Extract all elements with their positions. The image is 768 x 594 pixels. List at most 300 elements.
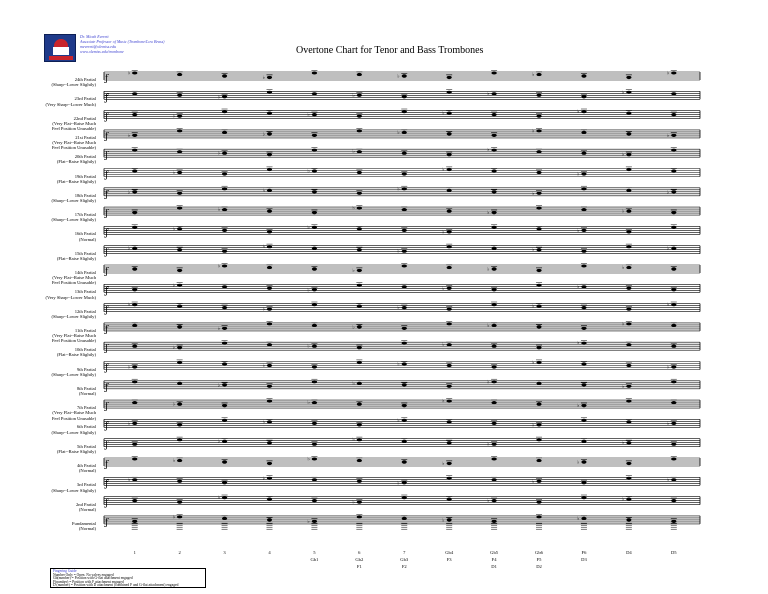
note-head — [267, 230, 272, 233]
note-head — [581, 481, 586, 484]
note-head — [267, 308, 272, 311]
note-head — [671, 457, 676, 460]
note-head — [581, 250, 586, 253]
legend-line: Number Only = Open. No valves engaged — [53, 572, 114, 577]
note-head — [177, 284, 182, 287]
accidental: ♭ — [262, 131, 265, 138]
accidental: ♭ — [397, 186, 400, 193]
note-head — [357, 361, 362, 364]
note-head — [222, 517, 227, 520]
note-head — [222, 496, 227, 499]
clef-symbol: ƒ — [105, 498, 109, 509]
note-head — [447, 91, 452, 94]
accidental: ♭ — [576, 227, 580, 234]
note-head — [671, 345, 676, 348]
accidental: ♭ — [487, 147, 490, 154]
note-head — [402, 187, 407, 190]
note-head — [536, 501, 541, 504]
position-label — [389, 549, 419, 570]
note-head — [536, 305, 541, 308]
partial-label — [0, 521, 96, 531]
note-head — [177, 501, 182, 504]
note-head — [357, 150, 362, 153]
accidental: ♭ — [532, 360, 535, 366]
note-head — [267, 287, 272, 290]
note-head — [267, 91, 272, 94]
note-head — [312, 365, 317, 368]
note-head — [312, 169, 317, 172]
note-head — [402, 481, 407, 484]
note-head — [536, 515, 541, 518]
legend-line: Gb(number) = Position with G-flat attachment engaged — [53, 576, 133, 581]
note-head — [132, 190, 137, 193]
note-head — [357, 459, 362, 462]
note-head — [402, 95, 407, 98]
partial-label — [0, 405, 96, 421]
note-head — [402, 517, 407, 520]
note-head — [402, 342, 407, 345]
partial-note: (Sharp--Lower Slightly) — [51, 82, 96, 88]
accidental: ♭ — [442, 167, 445, 173]
accidental: ♭ — [666, 420, 670, 427]
note-head — [222, 327, 227, 330]
note-head — [581, 110, 586, 113]
clef-symbol: ƒ — [105, 209, 109, 220]
note-head — [671, 401, 676, 404]
note-head — [581, 419, 586, 422]
author-website-link[interactable]: www.olemiss.edu/trombone — [80, 49, 124, 54]
legend-title: Fingering Guide — [53, 569, 77, 573]
note-head — [357, 382, 362, 385]
accidental: ♭ — [621, 265, 625, 271]
clef-symbol: ƒ — [105, 74, 109, 84]
accidental: ♭ — [442, 110, 445, 117]
note-head — [222, 131, 227, 134]
note-head — [357, 423, 362, 426]
note-head — [312, 345, 317, 348]
author-name: Dr. Micah Everett — [80, 34, 109, 39]
note-head — [447, 477, 452, 480]
note-head — [626, 420, 631, 423]
note-head — [357, 269, 362, 272]
clef-symbol: ƒ — [105, 170, 109, 181]
note-head — [177, 129, 182, 132]
note-head — [357, 129, 362, 132]
note-head — [267, 153, 272, 156]
note-head — [447, 76, 452, 79]
accidental: ♭ — [576, 515, 580, 522]
accidental: ♭ — [262, 75, 265, 81]
accidental: ♭ — [666, 477, 670, 484]
note-head — [671, 365, 676, 368]
accidental: ♭ — [307, 518, 310, 525]
note-head — [267, 132, 272, 135]
note-head — [536, 192, 541, 195]
note-head — [402, 264, 407, 267]
note-head — [626, 153, 631, 156]
note-head — [671, 247, 676, 250]
note-head — [492, 190, 497, 193]
partial-note: (Very Flat--Raise Much — [52, 120, 96, 126]
note-head — [177, 171, 182, 174]
note-head — [536, 438, 541, 441]
note-head — [447, 168, 452, 171]
accidental: ♭ — [307, 168, 310, 175]
note-head — [671, 169, 676, 172]
note-head — [402, 460, 407, 463]
note-head — [312, 190, 317, 193]
accidental: ♭ — [172, 345, 176, 352]
note-head — [402, 383, 407, 386]
position-label — [299, 549, 329, 563]
note-head — [671, 303, 676, 306]
accidental: ♭ — [307, 400, 310, 407]
note-head — [132, 478, 137, 481]
note-head — [671, 499, 676, 502]
accidental: ♭ — [397, 73, 400, 80]
accidental: ♭ — [487, 441, 490, 448]
note-head — [132, 345, 137, 348]
clef-symbol: ƒ — [105, 517, 109, 528]
clef-symbol: ƒ — [105, 479, 109, 490]
note-head — [671, 71, 676, 74]
note-head — [132, 499, 137, 502]
note-head — [132, 134, 137, 137]
accidental: ♭ — [307, 456, 310, 463]
note-head — [581, 327, 586, 330]
note-head — [222, 306, 227, 309]
partial-name: 3rd Partial — [76, 482, 96, 488]
accidental: ♭ — [532, 247, 535, 254]
note-head — [177, 438, 182, 441]
note-head — [536, 73, 541, 76]
note-head — [581, 152, 586, 155]
note-head — [492, 247, 497, 250]
accidental: ♭ — [442, 517, 445, 524]
note-head — [267, 477, 272, 480]
clef-symbol: ƒ — [105, 228, 109, 239]
note-head — [536, 346, 541, 349]
note-head — [402, 419, 407, 422]
position-label — [344, 549, 374, 570]
note-head — [267, 385, 272, 388]
partial-note: (Very Flat--Raise Much — [52, 410, 96, 416]
position-text: D4 — [626, 550, 632, 555]
note-head — [267, 400, 272, 403]
accidental: ♭ — [172, 458, 176, 464]
note-head — [222, 74, 227, 77]
position-text: F5 — [536, 557, 542, 562]
position-text: 7 — [403, 550, 406, 555]
note-head — [402, 306, 407, 309]
author-email-link[interactable]: meverett@olemiss.edu — [80, 44, 117, 49]
note-head — [132, 443, 137, 446]
note-head — [492, 267, 497, 270]
partial-name: 14th Partial — [74, 270, 96, 275]
note-head — [402, 440, 407, 443]
note-head — [132, 92, 137, 95]
note-head — [402, 229, 407, 232]
accidental: ♭ — [487, 210, 490, 217]
accidental: ♭ — [666, 70, 670, 77]
partial-name: 20th Partial — [74, 154, 96, 160]
position-label — [479, 549, 509, 570]
note-head — [581, 172, 586, 175]
note-head — [536, 423, 541, 426]
note-head — [447, 112, 452, 115]
partial-note: (Normal) — [78, 506, 96, 512]
note-head — [581, 342, 586, 345]
note-head — [357, 207, 362, 210]
note-head — [447, 364, 452, 367]
partial-note: (Flat--Raise Slightly) — [56, 352, 96, 358]
position-text: D2 — [536, 564, 542, 569]
note-head — [492, 211, 497, 214]
note-head — [312, 443, 317, 446]
note-head — [492, 92, 497, 95]
note-head — [536, 480, 541, 483]
note-head — [357, 94, 362, 97]
accidental: ♭ — [666, 189, 670, 196]
note-head — [357, 438, 362, 441]
partial-note: (Flat--Raise Slightly) — [56, 255, 96, 261]
accidental: ♭ — [442, 461, 445, 467]
note-head — [177, 227, 182, 230]
accidental: ♭ — [397, 361, 400, 368]
partial-note: (Sharp--Lower Slightly) — [51, 313, 96, 319]
note-head — [312, 478, 317, 481]
note-head — [447, 518, 452, 521]
partial-label — [0, 482, 96, 492]
partial-name: 12th Partial — [74, 308, 96, 314]
note-head — [626, 385, 631, 388]
position-text: 2 — [178, 550, 181, 555]
partial-label — [0, 135, 96, 151]
note-head — [312, 288, 317, 291]
accidental: ♭ — [352, 149, 355, 156]
note-head — [626, 322, 631, 325]
position-label — [120, 549, 150, 556]
partial-name: 23rd Partial — [74, 96, 96, 102]
note-head — [536, 94, 541, 97]
note-head — [671, 324, 676, 327]
accidental: ♭ — [397, 129, 400, 136]
accidental: ♭ — [442, 285, 445, 292]
note-head — [312, 457, 317, 460]
partial-note: (Very Sharp--Lower Much) — [45, 294, 96, 300]
note-head — [492, 520, 497, 523]
note-head — [536, 248, 541, 251]
accidental: ♭ — [352, 92, 355, 99]
note-head — [267, 343, 272, 346]
accidental: ♭ — [532, 478, 535, 485]
accidental: ♭ — [127, 302, 131, 309]
note-head — [626, 266, 631, 269]
note-head — [626, 308, 631, 311]
note-head — [492, 457, 497, 460]
note-head — [132, 211, 137, 214]
note-head — [222, 481, 227, 484]
note-head — [671, 288, 676, 291]
note-head — [581, 440, 586, 443]
note-head — [492, 401, 497, 404]
note-head — [492, 324, 497, 327]
partial-name: 15th Partial — [74, 250, 96, 256]
accidental: ♭ — [576, 403, 580, 410]
accidental: ♭ — [397, 305, 400, 312]
note-head — [312, 211, 317, 214]
accidental: ♭ — [217, 263, 220, 270]
note-head — [132, 401, 137, 404]
note-head — [626, 364, 631, 367]
note-head — [581, 362, 586, 365]
note-head — [312, 422, 317, 425]
accidental: ♭ — [307, 343, 310, 350]
note-head — [402, 362, 407, 365]
note-head — [267, 364, 272, 367]
note-head — [626, 498, 631, 501]
note-head — [312, 401, 317, 404]
note-head — [312, 520, 317, 523]
note-head — [402, 74, 407, 77]
accidental: ♭ — [666, 245, 670, 252]
position-text: 5 — [313, 550, 316, 555]
note-head — [312, 324, 317, 327]
note-head — [671, 134, 676, 137]
clef-symbol: ƒ — [105, 131, 109, 142]
note-head — [447, 266, 452, 269]
partial-note: (Normal) — [78, 236, 96, 242]
note-head — [402, 250, 407, 253]
note-head — [626, 112, 631, 115]
position-text: 4 — [268, 550, 271, 555]
clef-symbol: ƒ — [105, 286, 109, 297]
note-head — [132, 71, 137, 74]
note-head — [267, 462, 272, 465]
note-head — [177, 423, 182, 426]
note-head — [402, 496, 407, 499]
clef-symbol: ƒ — [105, 382, 109, 393]
note-head — [177, 150, 182, 153]
note-head — [447, 287, 452, 290]
note-head — [267, 420, 272, 423]
note-head — [312, 71, 317, 74]
position-label — [524, 549, 554, 570]
note-head — [312, 226, 317, 229]
note-head — [447, 230, 452, 233]
partial-note: (Flat--Raise Slightly) — [56, 448, 96, 454]
note-head — [222, 250, 227, 253]
partial-note: Feel Position Unusable) — [51, 338, 96, 344]
position-text: F2 — [401, 564, 407, 569]
accidental: ♭ — [127, 364, 131, 371]
note-head — [671, 443, 676, 446]
note-head — [581, 95, 586, 98]
position-text: Gb1 — [310, 557, 319, 562]
accidental: ♭ — [666, 364, 670, 371]
partial-note: (Normal) — [78, 526, 96, 532]
accidental: ♭ — [532, 303, 535, 310]
position-label — [434, 549, 464, 563]
legend-line: D (number) = Position with D attachment (combined F and G-flat attachment) engaged — [53, 583, 179, 588]
note-head — [447, 420, 452, 423]
note-head — [402, 110, 407, 113]
note-head — [492, 345, 497, 348]
accidental: ♭ — [532, 190, 535, 197]
partial-label — [0, 231, 96, 241]
accidental: ♭ — [621, 321, 625, 328]
accidental: ♭ — [127, 420, 131, 427]
note-head — [357, 501, 362, 504]
note-head — [402, 404, 407, 407]
note-head — [447, 385, 452, 388]
accidental: ♭ — [262, 244, 265, 251]
note-head — [132, 365, 137, 368]
note-head — [492, 226, 497, 229]
partial-note: (Sharp--Lower Slightly) — [51, 217, 96, 223]
position-label — [165, 549, 195, 556]
accidental: ♭ — [621, 208, 625, 215]
note-head — [177, 192, 182, 195]
partial-note: Feel Position Unusable) — [51, 280, 96, 286]
accidental: ♭ — [307, 224, 310, 231]
accidental: ♭ — [621, 152, 625, 159]
accidental: ♭ — [576, 109, 580, 116]
note-head — [177, 382, 182, 385]
partial-note: Feel Position Unusable) — [51, 145, 96, 151]
note-head — [402, 327, 407, 330]
note-head — [536, 269, 541, 272]
partial-label — [0, 328, 96, 344]
note-head — [626, 76, 631, 79]
note-head — [132, 303, 137, 306]
accidental: ♭ — [127, 477, 131, 484]
accidental: ♭ — [621, 496, 625, 503]
note-head — [581, 131, 586, 134]
note-head — [536, 150, 541, 153]
partial-name: 6th Partial — [76, 424, 96, 430]
accidental: ♭ — [352, 499, 355, 506]
note-head — [312, 247, 317, 250]
accidental: ♭ — [487, 322, 490, 329]
note-head — [222, 229, 227, 232]
note-head — [492, 422, 497, 425]
note-head — [177, 305, 182, 308]
position-text: F6 — [581, 550, 587, 555]
note-head — [357, 192, 362, 195]
accidental: ♭ — [262, 306, 265, 313]
partial-note: (Sharp--Lower Slightly) — [51, 371, 96, 377]
note-head — [267, 189, 272, 192]
accidental: ♭ — [487, 498, 490, 505]
clef-symbol: ƒ — [105, 267, 109, 277]
note-head — [267, 441, 272, 444]
partial-name: 13th Partial — [74, 289, 96, 295]
accidental: ♭ — [532, 128, 535, 135]
note-head — [581, 496, 586, 499]
accidental: ♭ — [352, 324, 355, 331]
note-head — [447, 322, 452, 325]
clef-symbol: ƒ — [105, 112, 109, 123]
accidental: ♭ — [442, 229, 445, 236]
note-head — [536, 284, 541, 287]
accidental: ♭ — [172, 113, 176, 120]
partial-note: (Very Sharp--Lower Much) — [45, 101, 96, 107]
note-head — [177, 480, 182, 483]
partial-note: (Very Flat--Raise Much — [52, 140, 96, 146]
note-head — [222, 362, 227, 365]
partial-label — [0, 193, 96, 203]
